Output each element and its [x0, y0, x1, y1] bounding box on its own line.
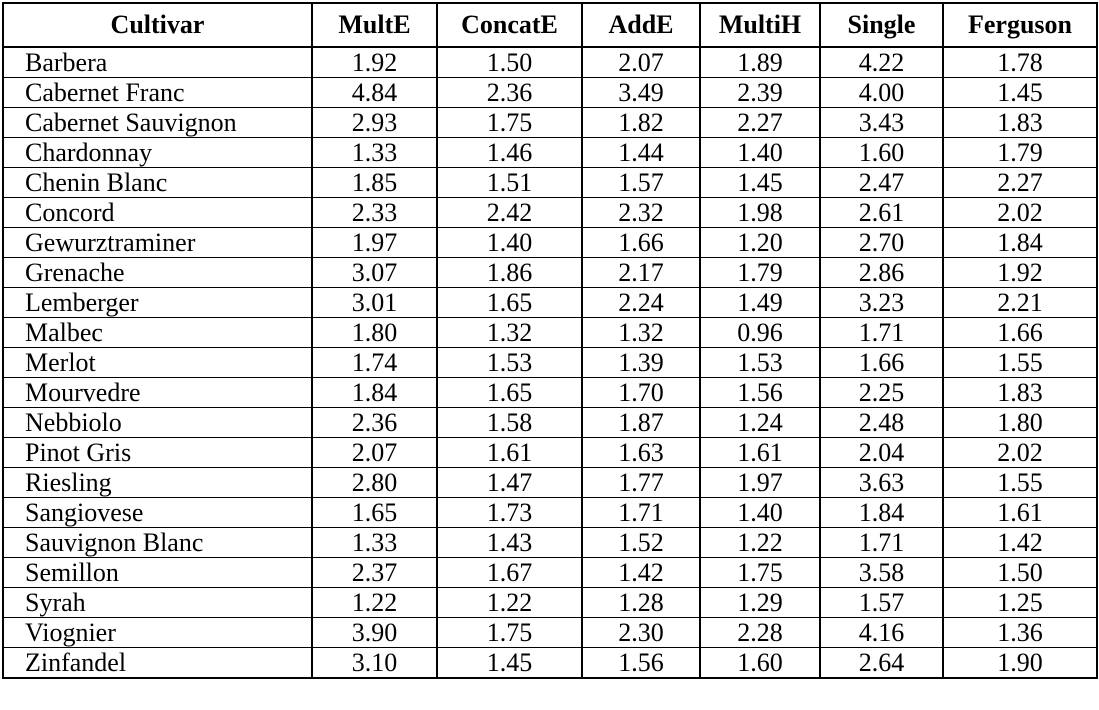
value-cell-multih: 1.45 [700, 168, 820, 198]
value-cell-multe: 3.01 [312, 288, 437, 318]
value-cell-concate: 1.51 [437, 168, 582, 198]
value-cell-multe: 1.33 [312, 528, 437, 558]
value-cell-adde: 1.82 [582, 108, 700, 138]
value-cell-multe: 3.90 [312, 618, 437, 648]
value-cell-concate: 1.46 [437, 138, 582, 168]
table-row [3, 618, 1097, 648]
value-cell-single: 2.64 [820, 648, 943, 679]
value-cell-single: 4.00 [820, 78, 943, 108]
value-cell-ferguson: 1.90 [943, 648, 1097, 679]
table-row [3, 498, 1097, 528]
table-header [3, 3, 1097, 47]
value-cell-adde: 1.66 [582, 228, 700, 258]
value-cell-multe: 2.36 [312, 408, 437, 438]
cultivar-cell: Zinfandel [3, 648, 312, 679]
table-row [3, 138, 1097, 168]
cultivar-cell: Cabernet Franc [3, 78, 312, 108]
value-cell-multe: 1.80 [312, 318, 437, 348]
value-cell-adde: 1.63 [582, 438, 700, 468]
table-row [3, 168, 1097, 198]
value-cell-concate: 2.42 [437, 198, 582, 228]
cultivar-cell: Mourvedre [3, 378, 312, 408]
cultivar-cell: Pinot Gris [3, 438, 312, 468]
table-row [3, 558, 1097, 588]
value-cell-ferguson: 1.66 [943, 318, 1097, 348]
value-cell-multih: 1.75 [700, 558, 820, 588]
value-cell-multe: 1.74 [312, 348, 437, 378]
value-cell-concate: 1.65 [437, 288, 582, 318]
value-cell-adde: 2.32 [582, 198, 700, 228]
table-row [3, 288, 1097, 318]
value-cell-single: 2.70 [820, 228, 943, 258]
value-cell-adde: 2.07 [582, 47, 700, 78]
value-cell-multih: 1.61 [700, 438, 820, 468]
column-header-cultivar: Cultivar [3, 3, 312, 47]
value-cell-adde: 2.17 [582, 258, 700, 288]
value-cell-adde: 1.71 [582, 498, 700, 528]
value-cell-multe: 1.92 [312, 47, 437, 78]
value-cell-multih: 1.79 [700, 258, 820, 288]
value-cell-multe: 1.84 [312, 378, 437, 408]
value-cell-multe: 2.33 [312, 198, 437, 228]
table-row [3, 198, 1097, 228]
table-row [3, 438, 1097, 468]
results-table [2, 2, 1098, 679]
value-cell-multe: 3.10 [312, 648, 437, 679]
value-cell-adde: 2.30 [582, 618, 700, 648]
value-cell-multih: 1.60 [700, 648, 820, 679]
value-cell-concate: 1.50 [437, 47, 582, 78]
cultivar-cell: Merlot [3, 348, 312, 378]
value-cell-concate: 1.86 [437, 258, 582, 288]
value-cell-single: 2.86 [820, 258, 943, 288]
value-cell-ferguson: 2.02 [943, 438, 1097, 468]
column-header-single: Single [820, 3, 943, 47]
value-cell-multe: 1.33 [312, 138, 437, 168]
value-cell-concate: 1.75 [437, 618, 582, 648]
value-cell-single: 3.58 [820, 558, 943, 588]
value-cell-ferguson: 1.36 [943, 618, 1097, 648]
value-cell-single: 1.84 [820, 498, 943, 528]
value-cell-concate: 1.58 [437, 408, 582, 438]
value-cell-multih: 2.28 [700, 618, 820, 648]
cultivar-cell: Chenin Blanc [3, 168, 312, 198]
cultivar-cell: Semillon [3, 558, 312, 588]
cultivar-cell: Syrah [3, 588, 312, 618]
value-cell-concate: 1.75 [437, 108, 582, 138]
value-cell-concate: 1.22 [437, 588, 582, 618]
cultivar-cell: Sauvignon Blanc [3, 528, 312, 558]
column-header-ferguson: Ferguson [943, 3, 1097, 47]
value-cell-multih: 1.40 [700, 138, 820, 168]
cultivar-cell: Nebbiolo [3, 408, 312, 438]
value-cell-multe: 2.07 [312, 438, 437, 468]
value-cell-multe: 1.85 [312, 168, 437, 198]
value-cell-multih: 0.96 [700, 318, 820, 348]
value-cell-ferguson: 1.42 [943, 528, 1097, 558]
table-row [3, 78, 1097, 108]
value-cell-multe: 1.65 [312, 498, 437, 528]
value-cell-single: 2.25 [820, 378, 943, 408]
value-cell-ferguson: 1.45 [943, 78, 1097, 108]
value-cell-multih: 2.27 [700, 108, 820, 138]
value-cell-ferguson: 1.55 [943, 468, 1097, 498]
value-cell-multih: 1.53 [700, 348, 820, 378]
value-cell-ferguson: 1.79 [943, 138, 1097, 168]
value-cell-single: 1.71 [820, 318, 943, 348]
table-row [3, 318, 1097, 348]
value-cell-adde: 1.32 [582, 318, 700, 348]
cultivar-cell: Chardonnay [3, 138, 312, 168]
cultivar-cell: Malbec [3, 318, 312, 348]
table-row [3, 528, 1097, 558]
table-row [3, 378, 1097, 408]
value-cell-single: 1.66 [820, 348, 943, 378]
value-cell-single: 1.60 [820, 138, 943, 168]
value-cell-single: 3.23 [820, 288, 943, 318]
value-cell-concate: 1.45 [437, 648, 582, 679]
value-cell-concate: 1.47 [437, 468, 582, 498]
value-cell-single: 4.22 [820, 47, 943, 78]
value-cell-multe: 1.97 [312, 228, 437, 258]
value-cell-adde: 1.42 [582, 558, 700, 588]
value-cell-ferguson: 2.21 [943, 288, 1097, 318]
table-row [3, 408, 1097, 438]
value-cell-concate: 1.43 [437, 528, 582, 558]
cultivar-cell: Cabernet Sauvignon [3, 108, 312, 138]
value-cell-multih: 1.24 [700, 408, 820, 438]
value-cell-adde: 1.57 [582, 168, 700, 198]
cultivar-cell: Viognier [3, 618, 312, 648]
value-cell-ferguson: 1.83 [943, 108, 1097, 138]
value-cell-single: 3.43 [820, 108, 943, 138]
value-cell-multe: 2.80 [312, 468, 437, 498]
cultivar-cell: Lemberger [3, 288, 312, 318]
value-cell-multih: 1.29 [700, 588, 820, 618]
cultivar-cell: Barbera [3, 47, 312, 78]
table-row [3, 47, 1097, 78]
value-cell-adde: 1.77 [582, 468, 700, 498]
value-cell-single: 2.04 [820, 438, 943, 468]
value-cell-concate: 1.53 [437, 348, 582, 378]
value-cell-multe: 2.37 [312, 558, 437, 588]
table-body [3, 47, 1097, 678]
value-cell-adde: 1.28 [582, 588, 700, 618]
value-cell-single: 2.47 [820, 168, 943, 198]
table-row [3, 258, 1097, 288]
value-cell-multe: 1.22 [312, 588, 437, 618]
value-cell-ferguson: 1.50 [943, 558, 1097, 588]
header-row [3, 3, 1097, 47]
value-cell-multih: 2.39 [700, 78, 820, 108]
value-cell-single: 2.61 [820, 198, 943, 228]
cultivar-cell: Gewurztraminer [3, 228, 312, 258]
value-cell-adde: 1.44 [582, 138, 700, 168]
table-row [3, 108, 1097, 138]
table-row [3, 648, 1097, 679]
cultivar-cell: Concord [3, 198, 312, 228]
value-cell-ferguson: 1.83 [943, 378, 1097, 408]
value-cell-concate: 1.32 [437, 318, 582, 348]
table-row [3, 228, 1097, 258]
column-header-multe: MultE [312, 3, 437, 47]
value-cell-ferguson: 1.78 [943, 47, 1097, 78]
cultivar-cell: Grenache [3, 258, 312, 288]
cultivar-cell: Sangiovese [3, 498, 312, 528]
value-cell-adde: 1.52 [582, 528, 700, 558]
table-row [3, 348, 1097, 378]
value-cell-ferguson: 2.27 [943, 168, 1097, 198]
value-cell-multih: 1.98 [700, 198, 820, 228]
value-cell-ferguson: 1.80 [943, 408, 1097, 438]
value-cell-single: 1.57 [820, 588, 943, 618]
value-cell-ferguson: 1.92 [943, 258, 1097, 288]
value-cell-concate: 1.61 [437, 438, 582, 468]
value-cell-single: 4.16 [820, 618, 943, 648]
value-cell-multih: 1.22 [700, 528, 820, 558]
value-cell-adde: 1.87 [582, 408, 700, 438]
value-cell-concate: 1.65 [437, 378, 582, 408]
value-cell-single: 1.71 [820, 528, 943, 558]
value-cell-multe: 3.07 [312, 258, 437, 288]
value-cell-ferguson: 1.55 [943, 348, 1097, 378]
value-cell-concate: 2.36 [437, 78, 582, 108]
value-cell-adde: 3.49 [582, 78, 700, 108]
cultivar-cell: Riesling [3, 468, 312, 498]
table-row [3, 468, 1097, 498]
value-cell-multe: 2.93 [312, 108, 437, 138]
column-header-adde: AddE [582, 3, 700, 47]
value-cell-multe: 4.84 [312, 78, 437, 108]
value-cell-adde: 2.24 [582, 288, 700, 318]
value-cell-concate: 1.40 [437, 228, 582, 258]
value-cell-ferguson: 2.02 [943, 198, 1097, 228]
value-cell-ferguson: 1.61 [943, 498, 1097, 528]
value-cell-multih: 1.89 [700, 47, 820, 78]
value-cell-multih: 1.97 [700, 468, 820, 498]
value-cell-ferguson: 1.25 [943, 588, 1097, 618]
value-cell-ferguson: 1.84 [943, 228, 1097, 258]
value-cell-single: 3.63 [820, 468, 943, 498]
value-cell-multih: 1.40 [700, 498, 820, 528]
value-cell-adde: 1.39 [582, 348, 700, 378]
value-cell-multih: 1.20 [700, 228, 820, 258]
table-row [3, 588, 1097, 618]
value-cell-adde: 1.56 [582, 648, 700, 679]
value-cell-multih: 1.49 [700, 288, 820, 318]
value-cell-single: 2.48 [820, 408, 943, 438]
column-header-concate: ConcatE [437, 3, 582, 47]
value-cell-multih: 1.56 [700, 378, 820, 408]
value-cell-adde: 1.70 [582, 378, 700, 408]
column-header-multih: MultiH [700, 3, 820, 47]
value-cell-concate: 1.67 [437, 558, 582, 588]
value-cell-concate: 1.73 [437, 498, 582, 528]
